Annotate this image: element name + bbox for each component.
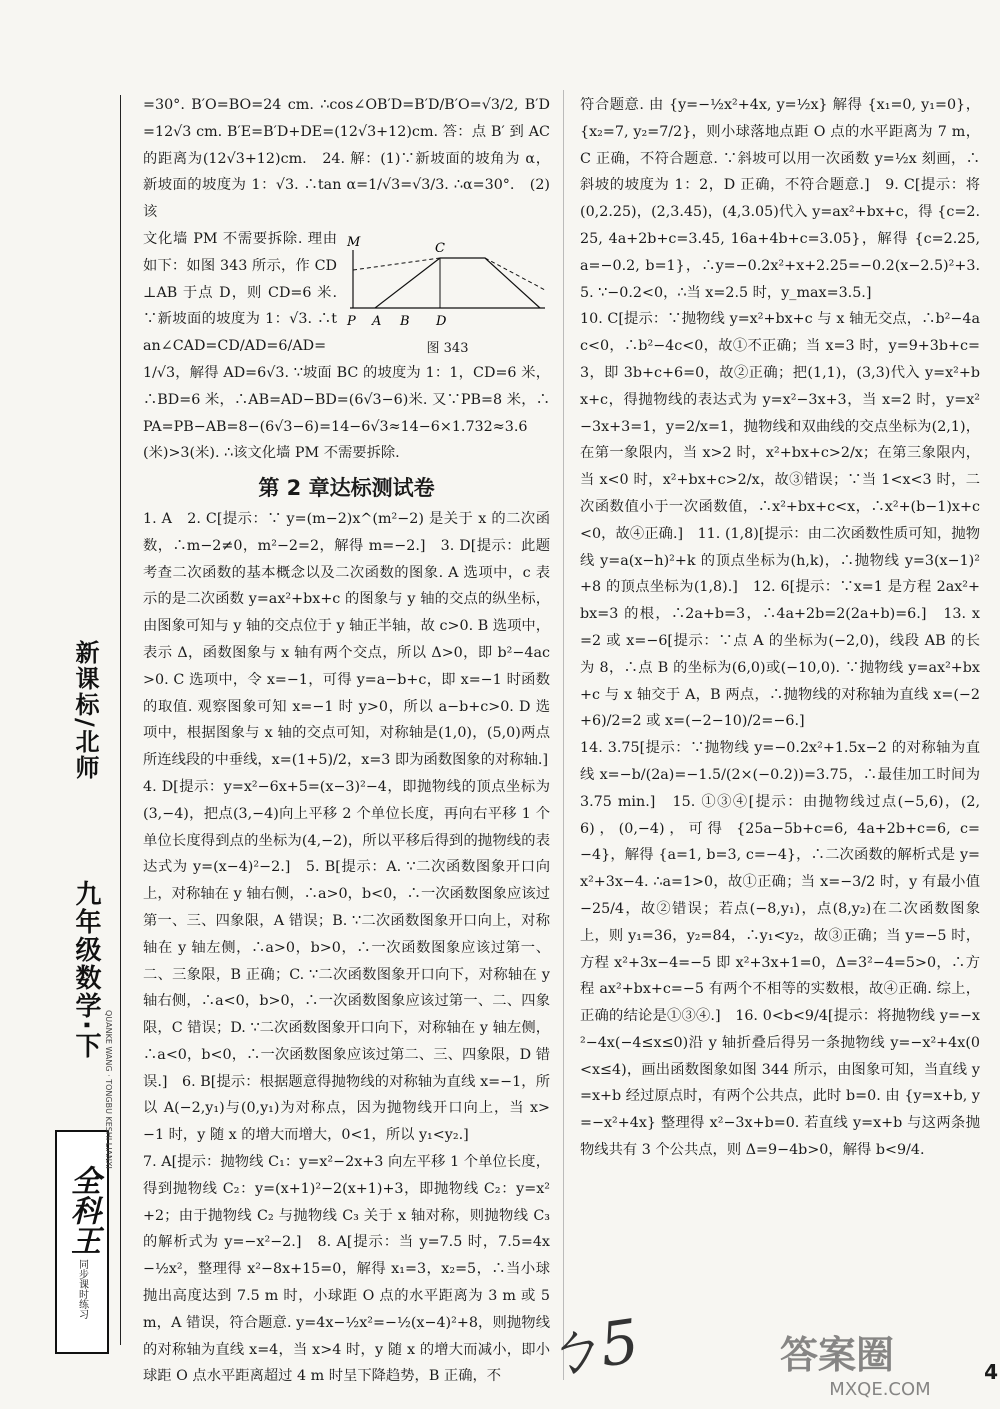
answer-paragraph: =30°. B′O=BO=24 cm. ∴cos∠OB′D=B′D/B′O=√3/2, B′D=12√3 cm. B′E=B′D+DE=(12√3+12)cm. 答：点 B′ 到 AC 的距离为(12√3+12)cm. 24. 解：(1)∵新坡面的坡角为 α，新坡面的坡度为 1：√3. ∴tan α=1/√3=√3/3. ∴α=30°. (2)该 — [143, 97, 550, 221]
label-b: B — [400, 313, 410, 329]
watermark — [780, 1324, 980, 1400]
answer-paragraph: 文化墙 PM 不需要拆除. 理由如下：如图 343 所示，作 CD⊥AB 于点 D，则 CD=6 米. ∵新坡面的坡度为 1：√3. ∴tan∠CAD=CD/AD=6/AD= — [143, 230, 337, 355]
answer-paragraph: 符合题意. 由 {y=−½x²+4x, y=½x} 解得 {x₁=0, y₁=0}，{x₂=7, y₂=7/2}，则小球落地点距 O 点的水平距离为 7 m，C 正确，不符合题意. ∵斜坡可以用一次函数 y=½x 刻画，∴斜坡的坡度为 1：2，D 正确，不符合题意.] 9. C[提示：将(0,2.25)，(2,3.45)，(4,3.05)代入 y=ax²+bx+c，得 {c=2.25, 4a+2b+c=3.45, 16a+4b+c=3.05}，解得 {c=2.25, a=−0.2, b=1}，∴y=−0.2x²+x+2.25=−0.2(x−2.5)²+3.5. ∵−0.2<0，∴当 x=2.5 时，y_max=3.5.] — [580, 97, 980, 301]
brand-pinyin: QUANKE WANG · TONGBU KESHI LIANXI — [104, 1010, 113, 1169]
label-a: A — [372, 313, 382, 329]
label-p: P — [347, 313, 356, 329]
watermark-url: MXQE.COM — [829, 1379, 931, 1400]
answer-paragraph: 1. A 2. C[提示：∵ y=(m−2)x^(m²−2) 是关于 x 的二次函数，∴m−2≠0，m²−2=2，解得 m=−2.] 3. D[提示：此题考查二次函数的基本概念以及二次函数的图象. A 选项中，c 表示的是二次函数 y=ax²+bx+c 的图象与 y 轴的交点的纵坐标，由图象可知与 y 轴的交点位于 y 轴正半轴，故 c>0. B 选项中，表示 Δ，函数图象与 x 轴有两个交点，所以 Δ>0，即 b²−4ac>0. C 选项中，令 x=−1，可得 y=a−b+c，即 x=−1 时函数的取值. 观察图象可知 x=−1 时 y>0，所以 a−b+c>0. D 选项中，根据图象与 x 轴的交点可知，对称轴是(1,0)，(5,0)两点所连线段的中垂线，x=(1+5)/2，x=3 即为函数图象的对称轴.] — [143, 510, 550, 769]
watermark-logo: 答案圈 — [780, 1333, 895, 1377]
column-divider — [563, 90, 564, 1380]
book-grade-label: 九年级数学·下 — [71, 880, 101, 1060]
right-column — [580, 92, 980, 1164]
answer-paragraph: 14. 3.75[提示：∵抛物线 y=−0.2x²+1.5x−2 的对称轴为直线 x=−b/(2a)=−1.5/(2×(−0.2))=3.75，∴最佳加工时间为 3.75 min.] 15. ①③④[提示：由抛物线过点(−5,6)，(2,6)，(0,−4)，可得 {25a−5b+c=6, 4a+2b+c=6, c=−4}，解得 {a=1, b=3, c=−4}，∴二次函数的解析式是 y=x²+3x−4. ∴a=1>0，故①正确；当 x=−3/2 时，y 有最小值 −25/4，故②错误；若点(−8,y₁)，点(8,y₂)在二次函数图象上，则 y₁=36，y₂=84，∴y₁<y₂，故③正确；当 y=−5 时，方程 x²+3x−4=−5 即 x²+3x+1=0，Δ=3²−4=5>0，∴方程 ax²+bx+c=−5 有两个不相等的实数根，故④正确. 综上，正确的结论是①③④.] 16. 0<b<9/4[提示：将抛物线 y=−x²−4x(−4≤x≤0)沿 y 轴折叠后得另一条抛物线 y=−x²+4x(0<x≤4)，画出函数图象如图 344 所示，由图象可知，当直线 y=x+b 经过原点时，有两个公共点，此时 b=0. 由 {y=x+b, y=−x²+4x} 整理得 x²−3x+b=0. 若直线 y=x+b 与这两条抛物线共有 3 个公共点，则 Δ=9−4b>0，解得 b<9/4. — [580, 740, 980, 1159]
brand-subtitle: 同步课时练习 — [76, 1259, 88, 1319]
label-d: D — [436, 313, 447, 329]
answer-paragraph: 10. C[提示：∵抛物线 y=x²+bx+c 与 x 轴无交点，∴b²−4ac<0，∴b²−4c<0，故①不正确；当 x=3 时，y=9+3b+c=3，即 3b+c+6=0，故②正确；把(1,1)，(3,3)代入 y=x²+bx+c，得抛物线的表达式为 y=x²−3x+3，当 x=2 时，y=x²−3x+3=1，y=2/x=1，抛物线和双曲线的交点坐标为(2,1)，在第一象限内，当 x>2 时，x²+bx+c>2/x；在第三象限内，当 x<0 时，x²+bx+c>2/x，故③错误；∵当 1<x<3 时，二次函数值小于一次函数值，∴x²+bx+c<x，∴x²+(b−1)x+c<0，故④正确.] 11. (1,8)[提示：由二次函数性质可知，抛物线 y=a(x−h)²+k 的顶点坐标为(h,k)，∴抛物线 y=3(x−1)²+8 的顶点坐标为(1,8).] 12. 6[提示：∵x=1 是方程 2ax²+bx=3 的根，∴2a+b=3，∴4a+2b=2(2a+b)=6.] 13. x=2 或 x=−6[提示：∵点 A 的坐标为(−2,0)，线段 AB 的长为 8，∴点 B 的坐标为(6,0)或(−10,0). ∵抛物线 y=ax²+bx+c 与 x 轴交于 A，B 两点，∴抛物线的对称轴为直线 x=(−2+6)/2=2 或 x=(−2−10)/2=−6.] — [580, 311, 980, 730]
answer-paragraph: 7. A[提示：抛物线 C₁：y=x²−2x+3 向左平移 1 个单位长度，得到抛物线 C₂：y=(x+1)²−2(x+1)+3，即抛物线 C₂：y=x²+2；由于抛物线 C₂ 与抛物线 C₃ 关于 x 轴对称，则抛物线 C₃ 的解析式为 y=−x²−2.] 8. A[提示：当 y=7.5 时，7.5=4x−½x²，整理得 x²−8x+15=0，解得 x₁=3，x₂=5，∴当小球抛出高度达到 7.5 m 时，小球距 O 点的水平距离为 3 m 或 5 m，A 错误，符合题意. y=4x−½x²=−½(x−4)²+8，则抛物线的对称轴为直线 x=4，当 x>4 时，y 随 x 的增大而减小，即小球距 O 点水平距离超过 4 m 时呈下降趋势，B 正确，不 — [143, 1154, 550, 1385]
figure-343 — [345, 230, 550, 356]
figure-caption: 图 343 — [426, 340, 469, 356]
handwritten-mark: ㄅ5 — [536, 1306, 644, 1390]
answer-paragraph: 4. D[提示：y=x²−6x+5=(x−3)²−4，即抛物线的顶点坐标为(3,−4)，把点(3,−4)向上平移 2 个单位长度，再向右平移 1 个单位长度得到点的坐标为(4,−2)，所以平移后得到的抛物线的表达式为 y=(x−4)²−2.] 5. B[提示：A. ∵二次函数图象开口向上，对称轴在 y 轴右侧，∴a>0，b<0，∴一次函数图象应该过第一、三、四象限，A 错误；B. ∵二次函数图象开口向上，对称轴在 y 轴左侧，∴a>0，b>0，∴一次函数图象应该过第一、二、三象限，B 正确；C. ∵二次函数图象开口向下，对称轴在 y 轴右侧，∴a<0，b>0，∴一次函数图象应该过第一、二、四象限，C 错误；D. ∵二次函数图象开口向下，对称轴在 y 轴左侧，∴a<0，b<0，∴一次函数图象应该过第二、三、四象限，D 错误.] 6. B[提示：根据题意得抛物线的对称轴为直线 x=−1，所以 A(−2,y₁)与(0,y₁)为对称点，因为抛物线开口向上，当 x>−1 时，y 随 x 的增大而增大，0<1，所以 y₁<y₂.] — [143, 778, 550, 1144]
brand-logo — [55, 1130, 109, 1354]
trapezoid-slope-diagram — [345, 230, 550, 330]
label-c: C — [435, 240, 445, 256]
answer-paragraph: 1/√3，解得 AD=6√3. ∵坡面 BC 的坡度为 1：1，CD=6 米，∴BD=6 米，∴AB=AD−BD=(6√3−6)米. 又∵PB=8 米，∴PA=PB−AB=8−(6√3−6)=14−6√3≈14−6×1.732≈3.6(米)>3(米). ∴该文化墙 PM 不需要拆除. — [143, 364, 550, 462]
label-m: M — [347, 234, 361, 250]
page-number: 4 — [984, 1360, 998, 1384]
brand-name: 全科王 — [65, 1165, 100, 1255]
left-column — [143, 92, 550, 1390]
book-edition-label: 新课标/北师 — [71, 640, 99, 781]
section-title: 第 2 章达标测试卷 — [258, 476, 435, 501]
